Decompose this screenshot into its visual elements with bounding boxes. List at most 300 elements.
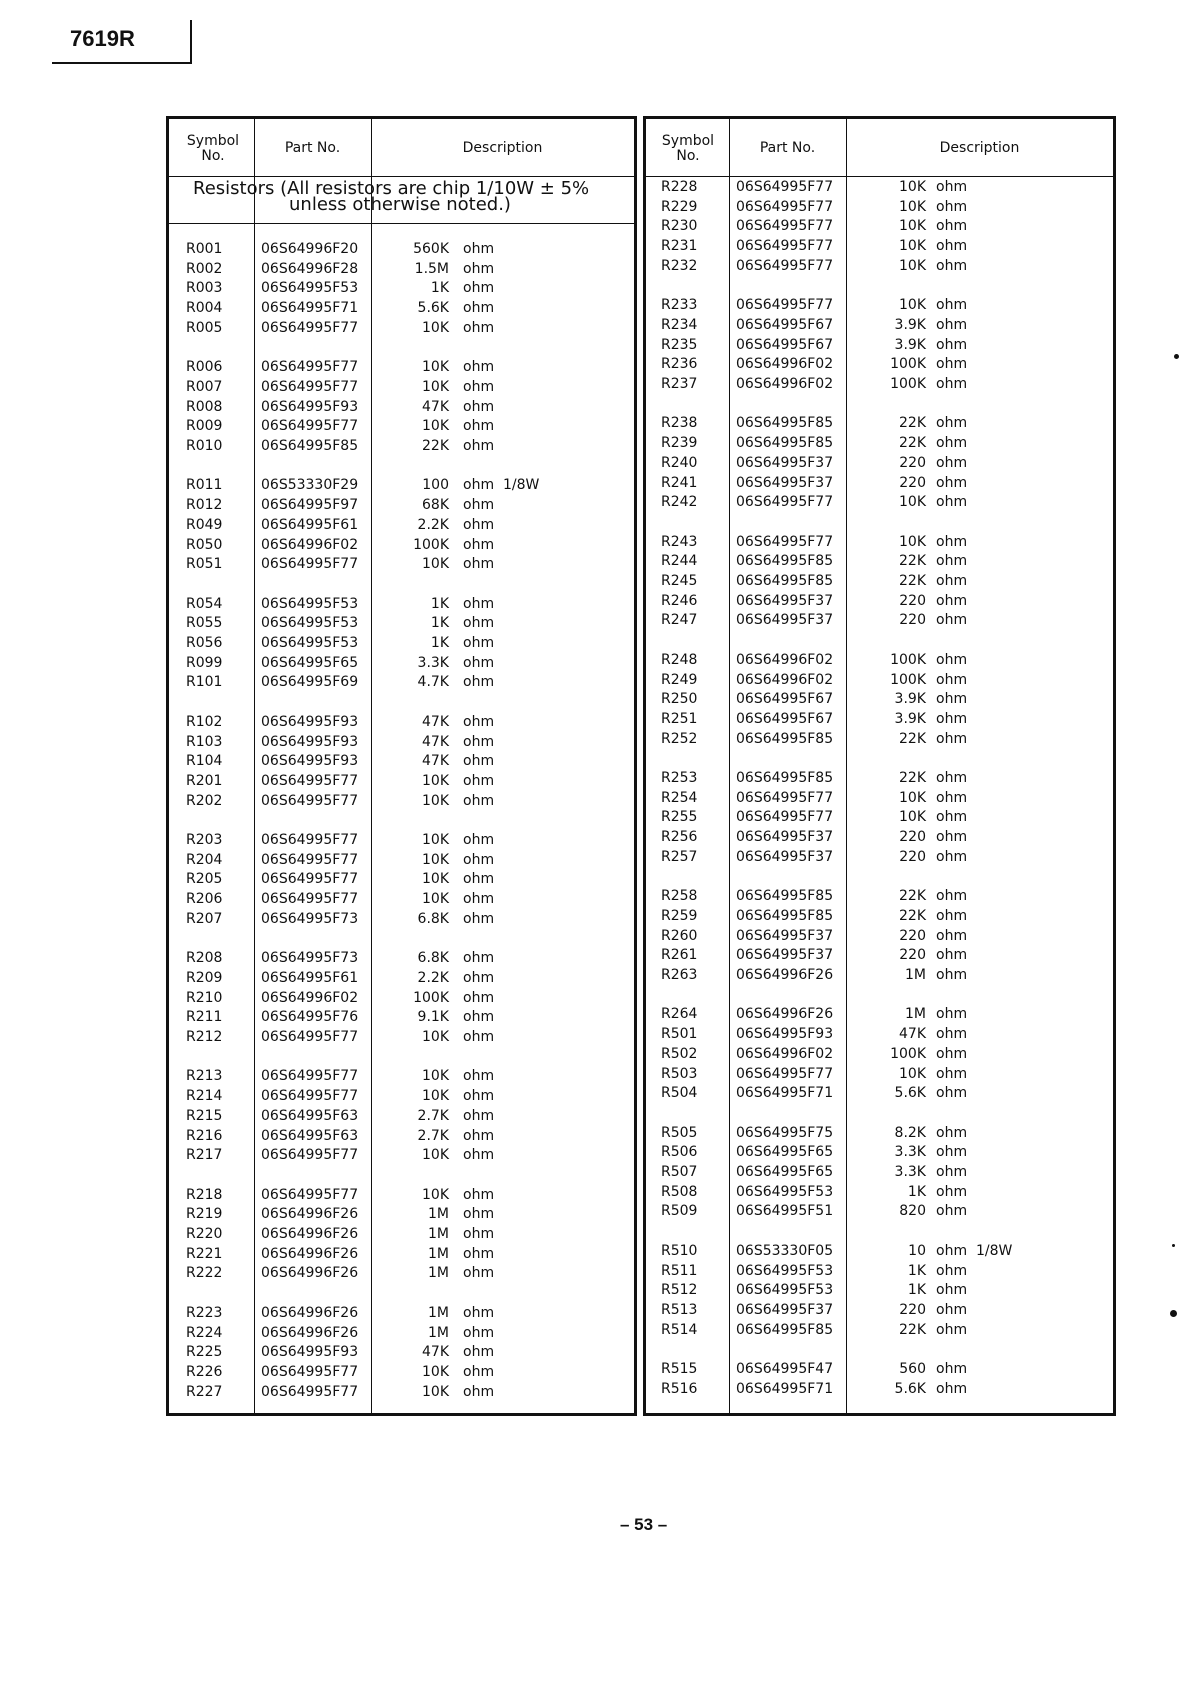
unit-cell: ohm bbox=[463, 1147, 495, 1164]
part-number-cell: 06S64995F37 bbox=[736, 1301, 834, 1318]
part-number-cell: 06S64995F77 bbox=[261, 556, 359, 573]
part-number-cell: 06S64995F93 bbox=[261, 398, 359, 415]
value-cell: 10K bbox=[422, 1186, 449, 1203]
table-row bbox=[169, 495, 634, 515]
note-cell: 1/8W bbox=[976, 1242, 1013, 1259]
symbol-cell: R247 bbox=[661, 612, 698, 629]
symbol-cell: R258 bbox=[661, 888, 698, 905]
symbol-cell: R056 bbox=[186, 635, 223, 651]
part-number-cell: 06S64995F53 bbox=[736, 1282, 834, 1299]
part-number-cell: 06S64995F77 bbox=[261, 1363, 359, 1380]
value-cell: 47K bbox=[422, 398, 449, 415]
unit-cell: ohm bbox=[463, 989, 495, 1006]
value-cell: 10K bbox=[422, 871, 449, 888]
header-symbol: Symbol No. bbox=[661, 133, 715, 164]
part-number-cell: 06S64995F85 bbox=[736, 415, 834, 432]
symbol-cell: R009 bbox=[186, 418, 223, 435]
unit-cell: ohm bbox=[936, 967, 968, 983]
part-number-cell: 06S64995F37 bbox=[736, 592, 834, 609]
unit-cell: ohm bbox=[936, 435, 968, 452]
value-cell: 47K bbox=[422, 733, 449, 750]
value-cell: 10K bbox=[899, 533, 926, 550]
table-row bbox=[169, 397, 634, 417]
part-number-cell: 06S64995F77 bbox=[736, 238, 834, 255]
unit-cell: ohm bbox=[463, 615, 495, 632]
unit-cell: ohm bbox=[463, 536, 495, 553]
unit-cell: ohm bbox=[936, 179, 968, 195]
value-cell: 100 bbox=[422, 477, 449, 494]
unit-cell: ohm bbox=[936, 710, 968, 727]
part-number-cell: 06S64995F53 bbox=[736, 1262, 834, 1279]
symbol-cell: R508 bbox=[661, 1183, 698, 1200]
value-cell: 68K bbox=[422, 497, 449, 514]
symbol-cell: R505 bbox=[661, 1124, 698, 1141]
unit-cell: ohm bbox=[463, 1009, 495, 1026]
table-row bbox=[646, 354, 1113, 374]
unit-cell: ohm bbox=[463, 1304, 495, 1321]
unit-cell: ohm bbox=[936, 927, 968, 944]
unit-cell: ohm bbox=[463, 516, 495, 533]
unit-cell: ohm bbox=[463, 1383, 495, 1400]
value-cell: 10K bbox=[422, 851, 449, 868]
symbol-cell: R213 bbox=[186, 1068, 223, 1085]
table-row bbox=[169, 1263, 634, 1283]
part-number-cell: 06S64995F77 bbox=[261, 871, 359, 888]
table-row bbox=[169, 1145, 634, 1165]
value-cell: 10K bbox=[899, 1065, 926, 1082]
part-number-cell: 06S64995F85 bbox=[736, 888, 834, 905]
part-number-cell: 06S64995F71 bbox=[261, 300, 359, 317]
value-cell: 22K bbox=[899, 435, 926, 452]
part-number-cell: 06S64996F26 bbox=[736, 967, 834, 983]
table-row bbox=[169, 1086, 634, 1106]
unit-cell: ohm bbox=[463, 635, 495, 651]
part-number-cell: 06S64996F02 bbox=[736, 376, 834, 392]
value-cell: 1M bbox=[428, 1226, 449, 1242]
symbol-cell: R229 bbox=[661, 198, 698, 215]
unit-cell: ohm bbox=[936, 1361, 968, 1377]
part-number-cell: 06S64995F77 bbox=[736, 218, 834, 235]
part-number-cell: 06S64995F85 bbox=[736, 907, 834, 924]
symbol-cell: R249 bbox=[661, 671, 698, 688]
symbol-cell: R226 bbox=[186, 1363, 223, 1380]
symbol-cell: R254 bbox=[661, 789, 698, 806]
part-number-cell: 06S64995F77 bbox=[261, 418, 359, 435]
table-row bbox=[169, 318, 634, 338]
part-number-cell: 06S64995F53 bbox=[261, 615, 359, 632]
part-number-cell: 06S64996F26 bbox=[261, 1245, 359, 1262]
value-cell: 47K bbox=[422, 1344, 449, 1361]
value-cell: 820 bbox=[899, 1203, 926, 1220]
value-cell: 100K bbox=[890, 651, 926, 668]
value-cell: 10K bbox=[422, 378, 449, 395]
unit-cell: ohm bbox=[463, 1363, 495, 1380]
table-row bbox=[646, 827, 1113, 847]
table-row bbox=[169, 751, 634, 771]
unit-cell: ohm bbox=[463, 832, 495, 848]
table-row bbox=[646, 256, 1113, 276]
value-cell: 3.3K bbox=[894, 1164, 926, 1180]
table-row bbox=[169, 515, 634, 535]
value-cell: 1M bbox=[905, 1006, 926, 1023]
part-number-cell: 06S64995F85 bbox=[736, 1321, 834, 1338]
symbol-cell: R510 bbox=[661, 1242, 698, 1259]
unit-cell: ohm bbox=[463, 359, 495, 376]
part-number-cell: 06S64995F65 bbox=[736, 1144, 834, 1161]
table-row bbox=[169, 653, 634, 673]
value-cell: 1K bbox=[907, 1262, 926, 1279]
table-row bbox=[169, 732, 634, 752]
unit-cell: ohm bbox=[936, 1183, 968, 1200]
unit-cell: ohm bbox=[936, 1282, 968, 1299]
value-cell: 3.9K bbox=[894, 710, 926, 727]
table-row bbox=[169, 889, 634, 909]
value-cell: 10K bbox=[899, 238, 926, 255]
unit-cell: ohm bbox=[463, 674, 495, 691]
table-row bbox=[646, 492, 1113, 512]
unit-cell: ohm bbox=[463, 1029, 495, 1045]
value-cell: 10K bbox=[422, 832, 449, 848]
table-row bbox=[646, 236, 1113, 256]
table-row bbox=[646, 1064, 1113, 1084]
value-cell: 10K bbox=[422, 772, 449, 789]
unit-cell: ohm bbox=[936, 947, 968, 964]
model-underline bbox=[52, 62, 192, 64]
unit-cell: ohm bbox=[936, 1144, 968, 1161]
value-cell: 4.7K bbox=[417, 674, 449, 691]
part-number-cell: 06S53330F05 bbox=[736, 1242, 834, 1259]
part-number-cell: 06S64996F26 bbox=[261, 1324, 359, 1341]
value-cell: 47K bbox=[422, 753, 449, 770]
part-number-cell: 06S64995F53 bbox=[261, 280, 359, 297]
symbol-cell: R008 bbox=[186, 398, 223, 415]
value-cell: 220 bbox=[899, 947, 926, 964]
unit-cell: ohm bbox=[936, 612, 968, 629]
unit-cell: ohm bbox=[936, 553, 968, 570]
unit-cell: ohm bbox=[463, 851, 495, 868]
symbol-cell: R240 bbox=[661, 454, 698, 471]
symbol-cell: R232 bbox=[661, 257, 698, 274]
value-cell: 5.6K bbox=[894, 1085, 926, 1102]
unit-cell: ohm bbox=[463, 378, 495, 395]
table-row bbox=[646, 729, 1113, 749]
symbol-cell: R204 bbox=[186, 851, 223, 868]
part-number-cell: 06S64995F77 bbox=[261, 792, 359, 809]
unit-cell: ohm bbox=[463, 398, 495, 415]
unit-cell: ohm bbox=[936, 415, 968, 432]
unit-cell: ohm bbox=[936, 592, 968, 609]
value-cell: 100K bbox=[890, 376, 926, 392]
model-tick-line bbox=[190, 20, 192, 63]
symbol-cell: R007 bbox=[186, 378, 223, 395]
unit-cell: ohm bbox=[936, 573, 968, 589]
unit-cell: ohm bbox=[936, 1065, 968, 1082]
unit-cell: ohm bbox=[936, 454, 968, 471]
value-cell: 22K bbox=[899, 888, 926, 905]
symbol-cell: R101 bbox=[186, 674, 223, 691]
value-cell: 10K bbox=[899, 789, 926, 806]
table-row bbox=[169, 869, 634, 889]
part-number-cell: 06S64995F77 bbox=[736, 1065, 834, 1082]
table-row bbox=[646, 1182, 1113, 1202]
value-cell: 100K bbox=[890, 1045, 926, 1062]
symbol-cell: R212 bbox=[186, 1029, 223, 1045]
value-cell: 22K bbox=[899, 730, 926, 747]
symbol-cell: R010 bbox=[186, 438, 223, 454]
part-number-cell: 06S64995F69 bbox=[261, 674, 359, 691]
unit-cell: ohm bbox=[936, 809, 968, 826]
symbol-cell: R006 bbox=[186, 359, 223, 376]
value-cell: 22K bbox=[899, 770, 926, 786]
unit-cell: ohm bbox=[463, 910, 495, 927]
part-number-cell: 06S64996F28 bbox=[261, 260, 359, 277]
value-cell: 22K bbox=[899, 1321, 926, 1338]
table-row bbox=[646, 177, 1113, 197]
unit-cell: ohm bbox=[936, 257, 968, 274]
symbol-cell: R264 bbox=[661, 1006, 698, 1023]
value-cell: 100K bbox=[413, 536, 449, 553]
table-row bbox=[169, 298, 634, 318]
part-number-cell: 06S64995F77 bbox=[261, 319, 359, 336]
symbol-cell: R504 bbox=[661, 1085, 698, 1102]
symbol-cell: R104 bbox=[186, 753, 223, 770]
symbol-cell: R246 bbox=[661, 592, 698, 609]
unit-cell: ohm bbox=[936, 1262, 968, 1279]
part-number-cell: 06S64995F85 bbox=[736, 730, 834, 747]
unit-cell: ohm bbox=[463, 1107, 495, 1124]
symbol-cell: R511 bbox=[661, 1262, 698, 1279]
symbol-cell: R253 bbox=[661, 770, 698, 786]
value-cell: 560 bbox=[899, 1361, 926, 1377]
part-number-cell: 06S64995F73 bbox=[261, 910, 359, 927]
symbol-cell: R230 bbox=[661, 218, 698, 235]
part-number-cell: 06S64995F61 bbox=[261, 969, 359, 986]
table-row bbox=[169, 771, 634, 791]
table-row bbox=[169, 672, 634, 692]
value-cell: 3.3K bbox=[894, 1144, 926, 1161]
part-number-cell: 06S64996F26 bbox=[261, 1304, 359, 1321]
part-number-cell: 06S64995F75 bbox=[736, 1124, 834, 1141]
part-number-cell: 06S64995F63 bbox=[261, 1127, 359, 1144]
part-number-cell: 06S64996F26 bbox=[261, 1206, 359, 1223]
header-description: Description bbox=[939, 140, 1020, 156]
value-cell: 3.9K bbox=[894, 316, 926, 333]
value-cell: 1.5M bbox=[414, 260, 449, 277]
symbol-cell: R225 bbox=[186, 1344, 223, 1361]
part-number-cell: 06S64995F93 bbox=[261, 733, 359, 750]
value-cell: 10 bbox=[908, 1242, 926, 1259]
unit-cell: ohm bbox=[463, 1226, 495, 1242]
symbol-cell: R257 bbox=[661, 848, 698, 865]
part-number-cell: 06S64996F20 bbox=[261, 241, 359, 257]
symbol-cell: R217 bbox=[186, 1147, 223, 1164]
value-cell: 10K bbox=[422, 556, 449, 573]
part-number-cell: 06S64995F77 bbox=[261, 851, 359, 868]
value-cell: 100K bbox=[413, 989, 449, 1006]
unit-cell: ohm bbox=[936, 1164, 968, 1180]
unit-cell: ohm bbox=[936, 1026, 968, 1043]
unit-cell: ohm bbox=[936, 1085, 968, 1102]
table-row bbox=[646, 413, 1113, 433]
part-number-cell: 06S64996F02 bbox=[736, 671, 834, 688]
unit-cell: ohm bbox=[463, 556, 495, 573]
part-number-cell: 06S64996F26 bbox=[261, 1265, 359, 1282]
value-cell: 100K bbox=[890, 671, 926, 688]
symbol-cell: R055 bbox=[186, 615, 223, 632]
value-cell: 1M bbox=[428, 1265, 449, 1282]
value-cell: 1M bbox=[428, 1245, 449, 1262]
symbol-cell: R051 bbox=[186, 556, 223, 573]
table-row bbox=[646, 295, 1113, 315]
table-row bbox=[646, 650, 1113, 670]
table-row bbox=[169, 948, 634, 968]
unit-cell: ohm bbox=[936, 356, 968, 373]
unit-cell: ohm bbox=[463, 733, 495, 750]
table-row bbox=[646, 433, 1113, 453]
part-number-cell: 06S64996F02 bbox=[261, 536, 359, 553]
value-cell: 1K bbox=[907, 1183, 926, 1200]
table-row bbox=[646, 1320, 1113, 1340]
table-row bbox=[646, 1083, 1113, 1103]
table-row bbox=[169, 909, 634, 929]
value-cell: 10K bbox=[422, 418, 449, 435]
table-row bbox=[169, 1204, 634, 1224]
value-cell: 10K bbox=[422, 891, 449, 908]
table-row bbox=[646, 1024, 1113, 1044]
value-cell: 3.9K bbox=[894, 336, 926, 353]
symbol-cell: R263 bbox=[661, 967, 698, 983]
unit-cell: ohm bbox=[936, 198, 968, 215]
value-cell: 2.7K bbox=[417, 1127, 449, 1144]
symbol-cell: R515 bbox=[661, 1361, 698, 1377]
part-number-cell: 06S64995F47 bbox=[736, 1361, 834, 1377]
value-cell: 1M bbox=[428, 1304, 449, 1321]
part-number-cell: 06S64995F37 bbox=[736, 848, 834, 865]
unit-cell: ohm bbox=[463, 319, 495, 336]
unit-cell: ohm bbox=[936, 238, 968, 255]
value-cell: 1M bbox=[428, 1206, 449, 1223]
table-row bbox=[646, 945, 1113, 965]
table-row bbox=[169, 850, 634, 870]
symbol-cell: R049 bbox=[186, 516, 223, 533]
table-row bbox=[169, 1382, 634, 1402]
value-cell: 1K bbox=[430, 615, 449, 632]
symbol-cell: R224 bbox=[186, 1324, 223, 1341]
part-number-cell: 06S53330F29 bbox=[261, 477, 359, 494]
value-cell: 10K bbox=[422, 1068, 449, 1085]
value-cell: 10K bbox=[422, 319, 449, 336]
value-cell: 220 bbox=[899, 612, 926, 629]
unit-cell: ohm bbox=[463, 1088, 495, 1105]
table-row bbox=[169, 436, 634, 456]
symbol-cell: R201 bbox=[186, 772, 223, 789]
scan-speck bbox=[1174, 354, 1179, 359]
unit-cell: ohm bbox=[936, 336, 968, 353]
symbol-cell: R221 bbox=[186, 1245, 223, 1262]
part-number-cell: 06S64995F77 bbox=[261, 359, 359, 376]
table-row bbox=[169, 613, 634, 633]
value-cell: 10K bbox=[899, 179, 926, 195]
part-number-cell: 06S64995F77 bbox=[736, 494, 834, 511]
table-row bbox=[646, 610, 1113, 630]
symbol-cell: R211 bbox=[186, 1009, 223, 1026]
unit-cell: ohm bbox=[463, 241, 495, 257]
unit-cell: ohm bbox=[936, 671, 968, 688]
symbol-cell: R241 bbox=[661, 474, 698, 491]
part-number-cell: 06S64995F77 bbox=[261, 378, 359, 395]
unit-cell: ohm bbox=[463, 753, 495, 770]
table-row bbox=[646, 216, 1113, 236]
value-cell: 2.7K bbox=[417, 1107, 449, 1124]
symbol-cell: R203 bbox=[186, 832, 223, 848]
symbol-cell: R216 bbox=[186, 1127, 223, 1144]
table-row bbox=[169, 1126, 634, 1146]
part-number-cell: 06S64996F02 bbox=[736, 356, 834, 373]
unit-cell: ohm bbox=[463, 260, 495, 277]
symbol-cell: R255 bbox=[661, 809, 698, 826]
unit-cell: ohm bbox=[463, 280, 495, 297]
value-cell: 10K bbox=[899, 494, 926, 511]
value-cell: 1M bbox=[428, 1324, 449, 1341]
symbol-cell: R250 bbox=[661, 691, 698, 708]
table-row bbox=[169, 1303, 634, 1323]
table-row bbox=[646, 1201, 1113, 1221]
value-cell: 220 bbox=[899, 592, 926, 609]
part-number-cell: 06S64995F77 bbox=[736, 533, 834, 550]
value-cell: 22K bbox=[899, 907, 926, 924]
part-number-cell: 06S64995F77 bbox=[736, 179, 834, 195]
symbol-cell: R202 bbox=[186, 792, 223, 809]
value-cell: 22K bbox=[899, 553, 926, 570]
symbol-cell: R514 bbox=[661, 1321, 698, 1338]
part-number-cell: 06S64995F67 bbox=[736, 316, 834, 333]
table-row bbox=[169, 1007, 634, 1027]
part-number-cell: 06S64995F97 bbox=[261, 497, 359, 514]
unit-cell: ohm bbox=[463, 477, 495, 494]
table-row bbox=[646, 1359, 1113, 1379]
symbol-cell: R223 bbox=[186, 1304, 223, 1321]
table-row bbox=[646, 788, 1113, 808]
unit-cell: ohm bbox=[463, 969, 495, 986]
value-cell: 10K bbox=[422, 792, 449, 809]
value-cell: 5.6K bbox=[417, 300, 449, 317]
unit-cell: ohm bbox=[936, 376, 968, 392]
unit-cell: ohm bbox=[936, 651, 968, 668]
symbol-cell: R220 bbox=[186, 1226, 223, 1242]
part-number-cell: 06S64995F85 bbox=[736, 573, 834, 589]
table-row bbox=[646, 315, 1113, 335]
part-number-cell: 06S64995F37 bbox=[736, 829, 834, 846]
part-number-cell: 06S64995F65 bbox=[736, 1164, 834, 1180]
value-cell: 2.2K bbox=[417, 516, 449, 533]
table-row bbox=[646, 906, 1113, 926]
table-row bbox=[646, 335, 1113, 355]
part-number-cell: 06S64995F37 bbox=[736, 474, 834, 491]
unit-cell: ohm bbox=[936, 1380, 968, 1397]
value-cell: 10K bbox=[899, 809, 926, 826]
part-number-cell: 06S64995F77 bbox=[261, 832, 359, 848]
unit-cell: ohm bbox=[936, 1203, 968, 1220]
value-cell: 10K bbox=[422, 359, 449, 376]
value-cell: 10K bbox=[899, 297, 926, 314]
symbol-cell: R012 bbox=[186, 497, 223, 514]
symbol-cell: R244 bbox=[661, 553, 698, 570]
symbol-cell: R206 bbox=[186, 891, 223, 908]
part-number-cell: 06S64996F02 bbox=[736, 651, 834, 668]
table-row bbox=[646, 1004, 1113, 1024]
table-row bbox=[169, 1066, 634, 1086]
table-row bbox=[646, 473, 1113, 493]
